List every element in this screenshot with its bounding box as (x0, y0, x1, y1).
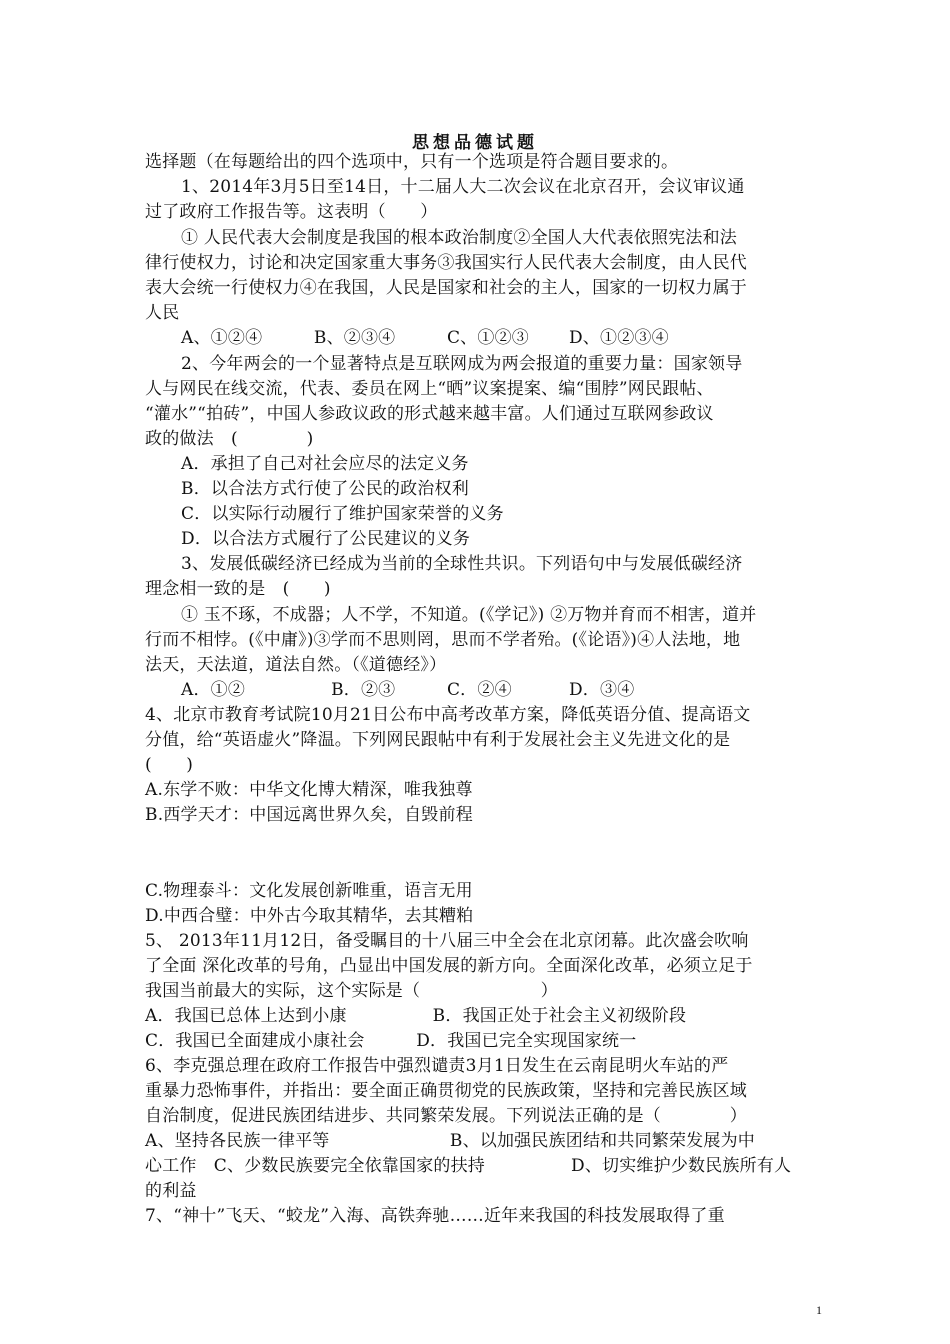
text-line: 了全面 深化改革的号角，凸显出中国发展的新方向。全面深化改革，必须立足于 (145, 956, 753, 976)
text-line: 重暴力恐怖事件，并指出：要全面正确贯彻党的民族政策，坚持和完善民族区域 (145, 1081, 747, 1101)
options-line: A．①② B．②③ C．②④ D．③④ (181, 680, 635, 700)
text-line: 政的做法 ( ) (145, 429, 314, 449)
text-line: ( ) (145, 755, 194, 775)
text-line: 5、 2013年11月12日，备受瞩目的十八届三中全会在北京闭幕。此次盛会吹响 (145, 931, 749, 951)
text-line: “灌水”“拍砖”，中国人参政议政的形式越来越丰富。人们通过互联网参政议 (145, 404, 714, 424)
text-line: 我国当前最大的实际，这个实际是（ ） (145, 981, 558, 1001)
text-line: 自治制度，促进民族团结进步、共同繁荣发展。下列说法正确的是（ ） (145, 1106, 747, 1126)
option-line: D．以合法方式履行了公民建议的义务 (181, 529, 471, 549)
text-line: 法天，天法道，道法自然。（《道德经》） (145, 655, 447, 675)
text-line: 分值，给“英语虚火”降温。下列网民跟帖中有利于发展社会主义先进文化的是 (145, 730, 731, 750)
options-line: A、①②④ B、②③④ C、①②③ D、①②③④ (181, 328, 669, 348)
text-line: 律行使权力，讨论和决定国家重大事务③我国实行人民代表大会制度，由人民代 (145, 253, 747, 273)
text-line: 的利益 (145, 1181, 197, 1201)
text-line: 表大会统一行使权力④在我国，人民是国家和社会的主人，国家的一切权力属于 (145, 278, 747, 298)
text-line: 人民 (145, 303, 180, 323)
option-line: A．我国已总体上达到小康 B．我国正处于社会主义初级阶段 (145, 1006, 687, 1026)
option-line: A．承担了自己对社会应尽的法定义务 (181, 454, 469, 474)
page-number: 1 (816, 1303, 822, 1317)
option-line: A、坚持各民族一律平等 B、以加强民族团结和共同繁荣发展为中 (145, 1131, 755, 1151)
option-line: B．以合法方式行使了公民的政治权利 (181, 479, 469, 499)
text-line: 3、发展低碳经济已经成为当前的全球性共识。下列语句中与发展低碳经济 (181, 554, 743, 574)
text-line: 理念相一致的是 ( ) (145, 579, 331, 599)
option-line: D.中西合璧：中外古今取其精华，去其糟粕 (145, 906, 474, 926)
option-line: 心工作 C、少数民族要完全依靠国家的扶持 D、切实维护少数民族所有人 (145, 1156, 792, 1176)
text-line: 2、今年两会的一个显著特点是互联网成为两会报道的重要力量：国家领导 (181, 354, 743, 374)
text-line: ① 玉不琢，不成器；人不学，不知道。(《学记》) ②万物并育而不相害，道并 (181, 605, 757, 625)
text-line: 过了政府工作报告等。这表明（ ） (145, 202, 438, 222)
text-line: ① 人民代表大会制度是我国的根本政治制度②全国人大代表依照宪法和法 (181, 228, 738, 248)
text-line: 行而不相悖。(《中庸》)③学而不思则罔，思而不学者殆。(《论语》)④人法地，地 (145, 630, 741, 650)
text-line: 4、北京市教育考试院10月21日公布中高考改革方案，降低英语分值、提高语文 (145, 705, 751, 725)
text-line: 1、2014年3月5日至14日，十二届人大二次会议在北京召开，会议审议通 (181, 177, 745, 197)
text-line: 7、“神十”飞天、“蛟龙”入海、高铁奔驰……近年来我国的科技发展取得了重 (145, 1206, 725, 1226)
instruction-line: 选择题（在每题给出的四个选项中，只有一个选项是符合题目要求的。 (145, 152, 679, 172)
option-line: C.物理泰斗：文化发展创新唯重，语言无用 (145, 881, 473, 901)
option-line: C．我国已全面建成小康社会 D．我国已完全实现国家统一 (145, 1031, 637, 1051)
option-line: A.东学不败：中华文化博大精深，唯我独尊 (145, 780, 473, 800)
text-line: 6、李克强总理在政府工作报告中强烈谴责3月1日发生在云南昆明火车站的严 (145, 1056, 729, 1076)
text-line: 人与网民在线交流，代表、委员在网上“晒”议案提案、编“围脖”网民跟帖、 (145, 379, 714, 399)
option-line: C．以实际行动履行了维护国家荣誉的义务 (181, 504, 504, 524)
option-line: B.西学天才：中国远离世界久矣，自毁前程 (145, 805, 473, 825)
page-title: 思想品德试题 (412, 133, 538, 153)
